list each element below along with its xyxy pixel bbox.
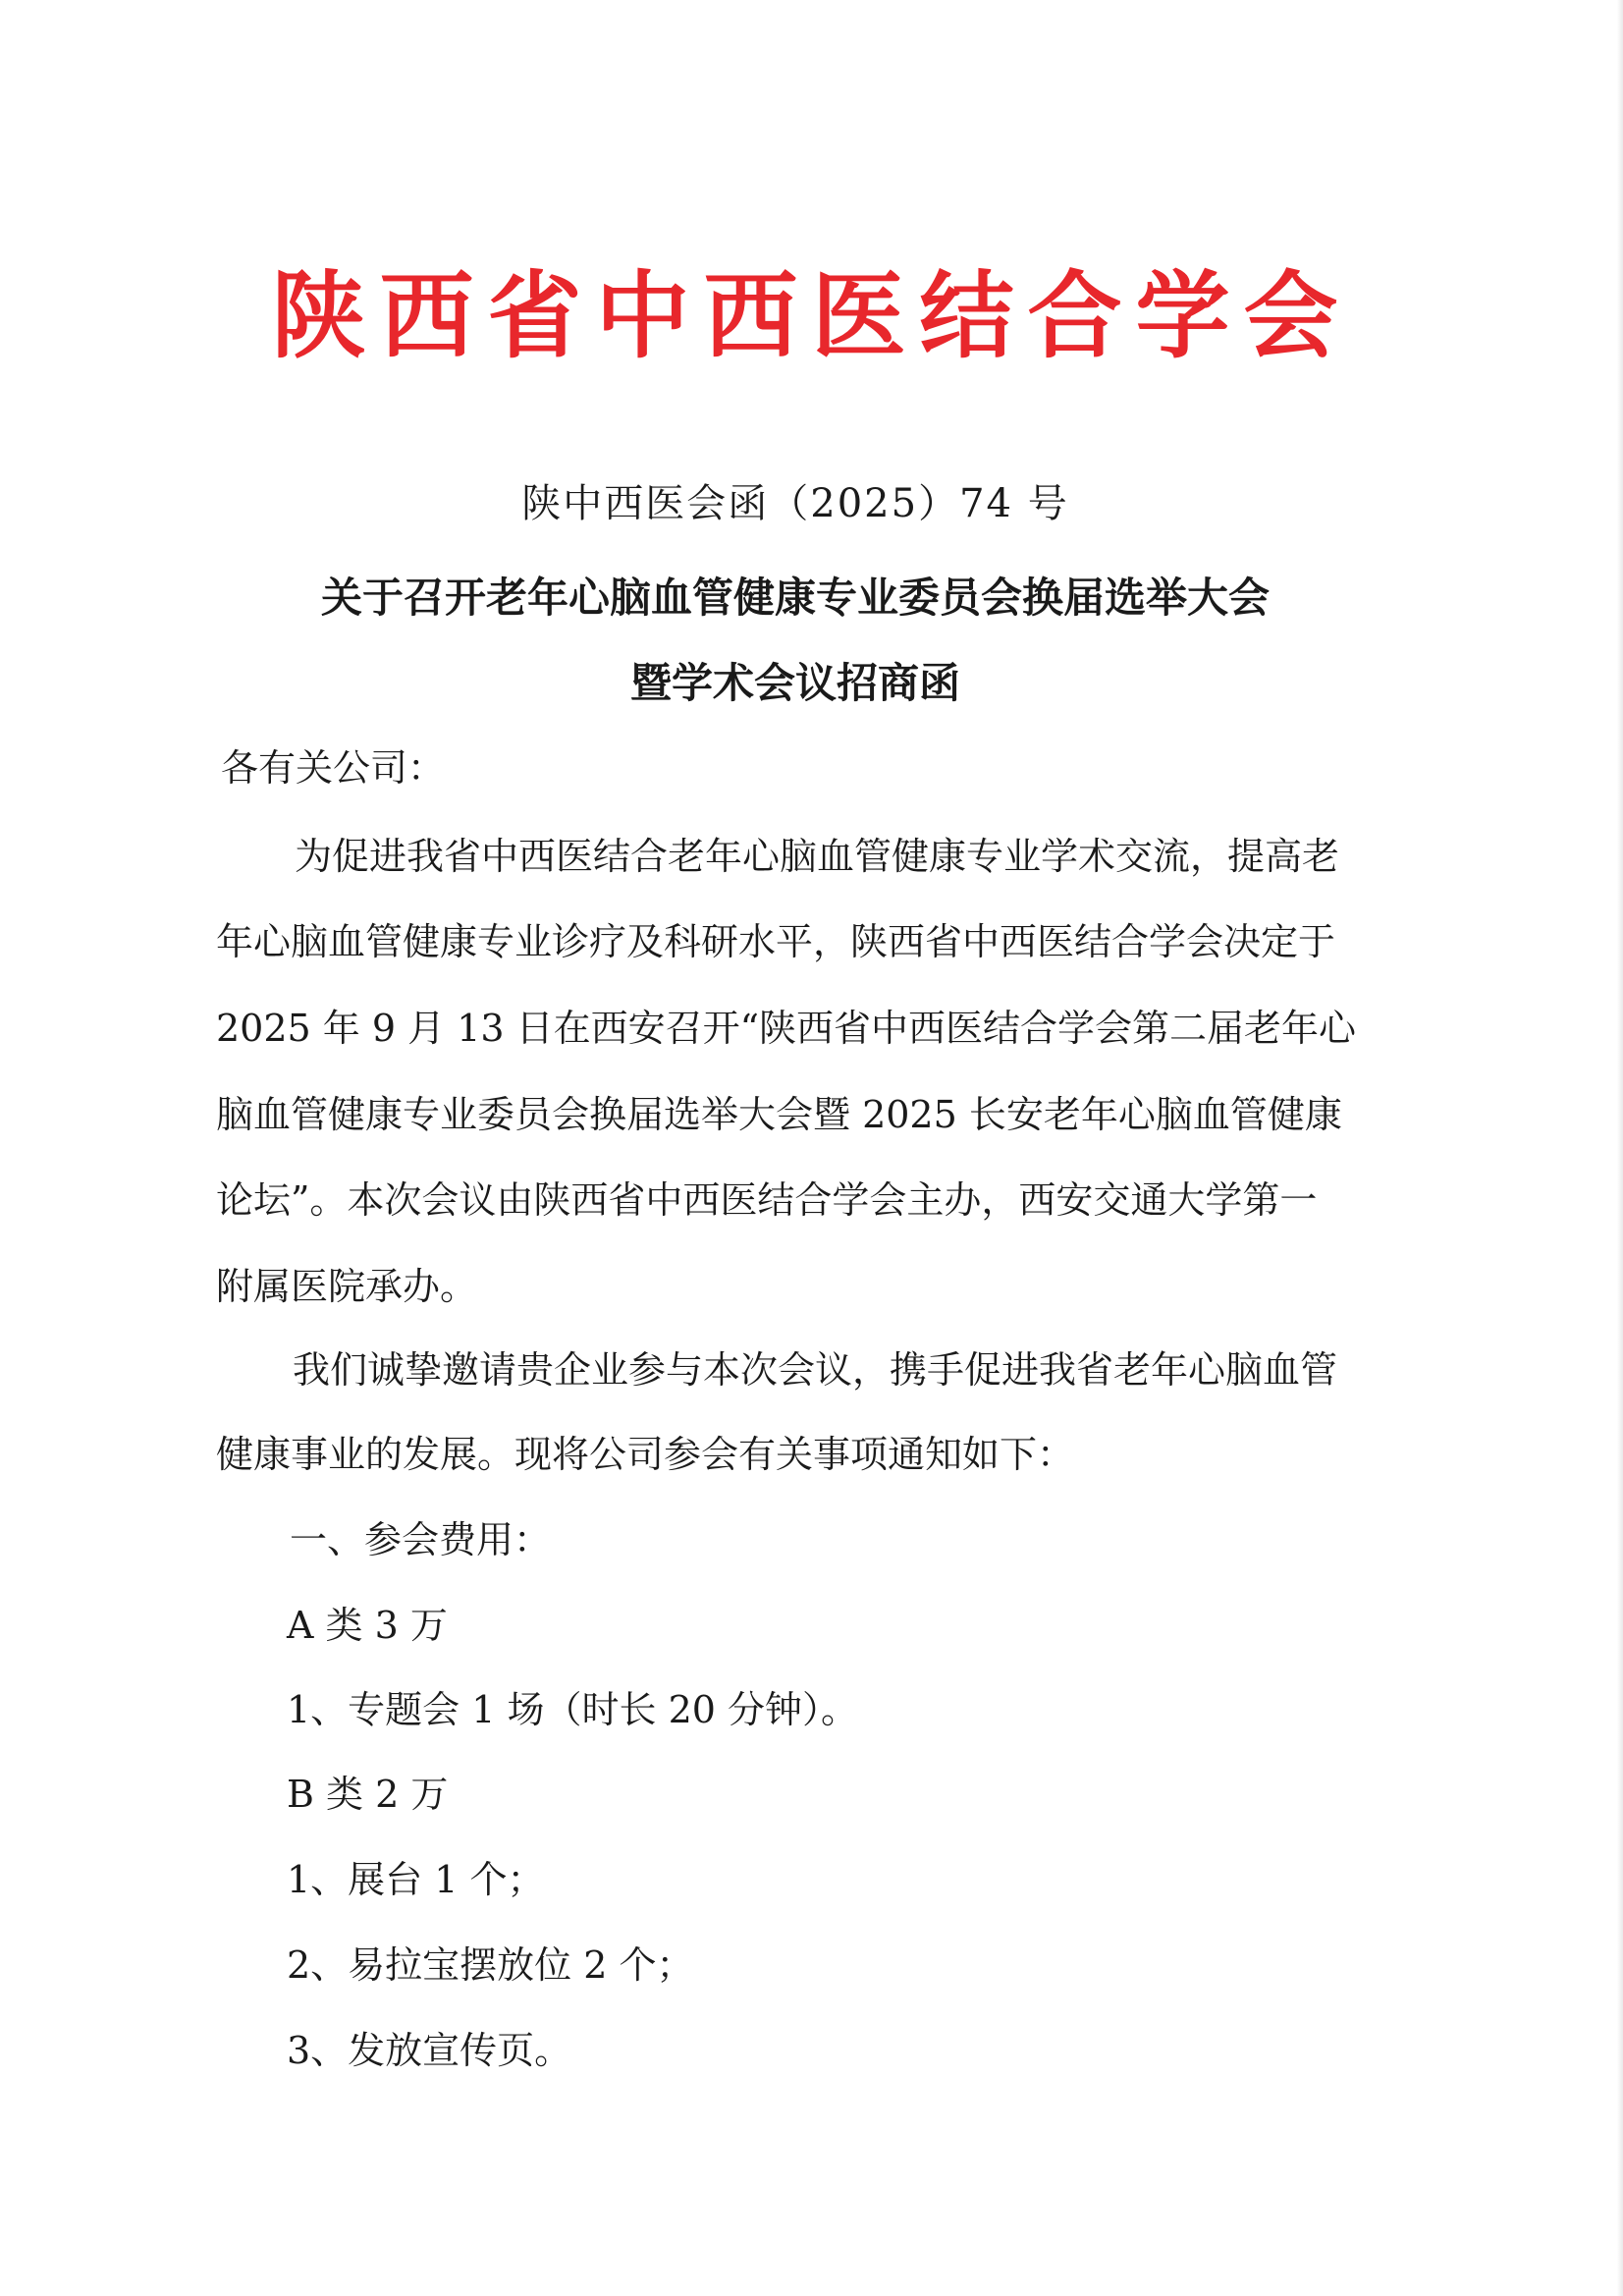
paragraph-1-line: 2025 年 9 月 13 日在西安召开“陕西省中西医结合学会第二届老年心	[216, 1007, 1357, 1050]
paragraph-2-line: 健康事业的发展。现将公司参会有关事项通知如下：	[216, 1433, 1075, 1476]
paragraph-1-line: 脑血管健康专业委员会换届选举大会暨 2025 长安老年心脑血管健康	[216, 1093, 1342, 1136]
paragraph-1-line: 年心脑血管健康专业诊疗及科研水平，陕西省中西医结合学会决定于	[216, 920, 1336, 963]
class-b-item: 2、易拉宝摆放位 2 个；	[287, 1943, 694, 1987]
salutation: 各有关公司：	[221, 746, 446, 790]
paragraph-2-line: 我们诚挚邀请贵企业参与本次会议，携手促进我省老年心脑血管	[293, 1348, 1338, 1392]
scan-edge-shadow	[1617, 0, 1623, 2296]
class-a-heading: A 类 3 万	[287, 1604, 448, 1647]
paragraph-1-line: 为促进我省中西医结合老年心脑血管健康专业学术交流，提高老	[295, 835, 1340, 878]
section-heading-fees: 一、参会费用：	[290, 1518, 552, 1561]
letterhead-title: 陕西省中西医结合学会	[271, 261, 1352, 371]
document-number: 陕中西医会函（2025）74 号	[521, 481, 1069, 526]
class-a-item: 1、专题会 1 场（时长 20 分钟）。	[287, 1688, 859, 1731]
letter-title-line-1: 关于召开老年心脑血管健康专业委员会换届选举大会	[320, 574, 1270, 622]
class-b-heading: B 类 2 万	[287, 1773, 449, 1816]
paragraph-1-line: 附属医院承办。	[216, 1265, 478, 1308]
class-b-item: 3、发放宣传页。	[287, 2029, 572, 2072]
letter-title-line-2: 暨学术会议招商函	[629, 659, 960, 707]
class-b-item: 1、展台 1 个；	[287, 1858, 545, 1901]
paragraph-1-line: 论坛”。本次会议由陕西省中西医结合学会主办，西安交通大学第一	[216, 1178, 1318, 1222]
